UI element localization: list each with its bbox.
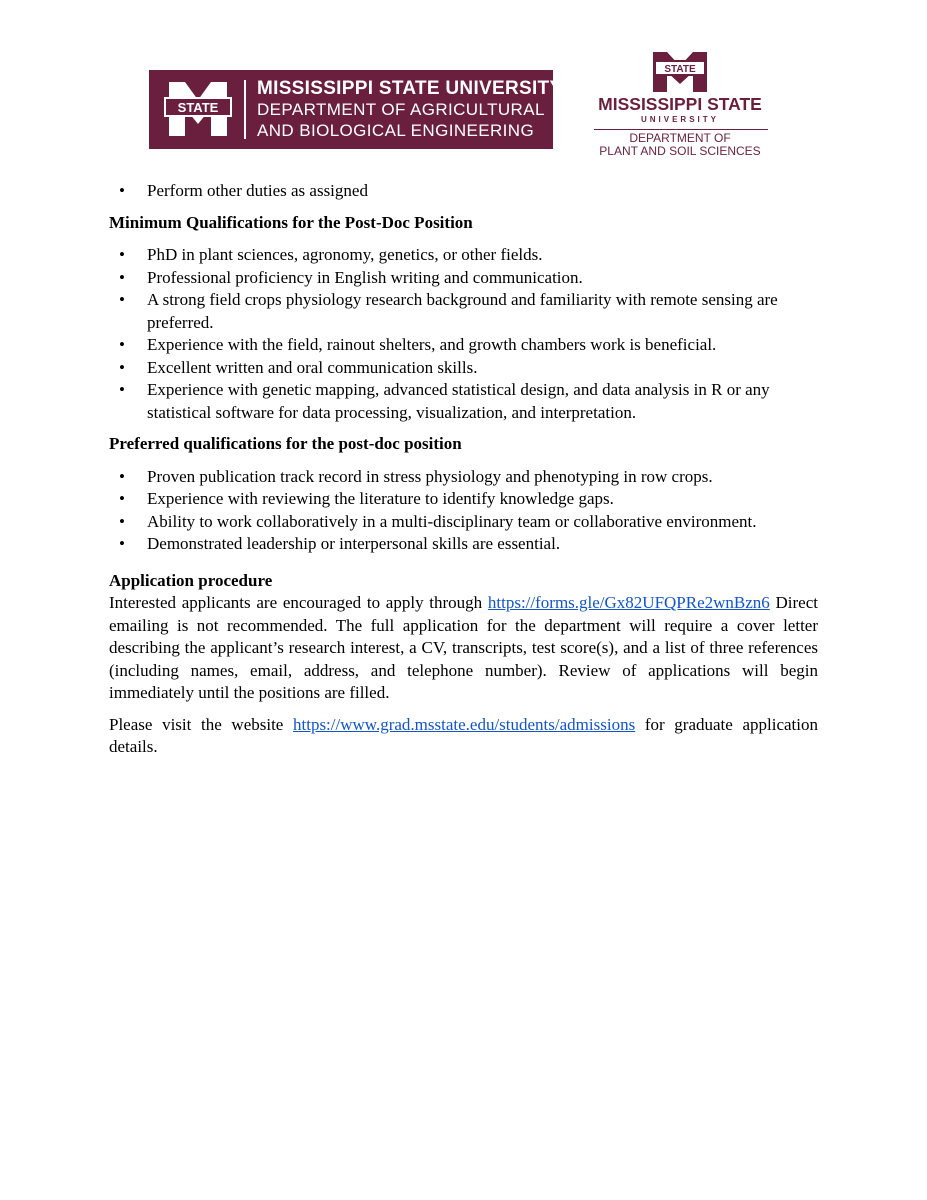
pref-qual-list [109, 466, 818, 556]
msu-m-state-mark-icon [163, 78, 233, 140]
bullet-icon: • [119, 380, 125, 399]
logo-dept-name: DEPARTMENT OF PLANT AND SOIL SCIENCES [599, 131, 761, 158]
list-item: • A strong field crops physiology research background and familiarity with remote sensing are preferred. [119, 290, 778, 332]
bullet-icon: • [119, 489, 125, 508]
msu-m-state-mark-icon [647, 50, 713, 94]
list-item: • PhD in plant sciences, agronomy, genetics, or other fields. [109, 244, 818, 267]
admissions-link[interactable]: https://www.grad.msstate.edu/students/admissions [293, 714, 636, 734]
application-heading: Application procedure [109, 570, 273, 590]
bullet-icon: • [119, 335, 125, 354]
pref-qual-heading: Preferred qualifications for the post-doc position [109, 434, 462, 453]
bullet-icon: • [119, 357, 125, 377]
document-body [109, 180, 818, 759]
list-item: • Proven publication track record in stress physiology and phenotyping in row crops. [109, 466, 818, 489]
duties-list [109, 180, 818, 203]
logo-dept-line1: DEPARTMENT OF AGRICULTURAL [257, 100, 545, 119]
list-item: • Professional proficiency in English writing and communication. [109, 267, 818, 290]
list-item: • Excellent written and oral communication skills. [109, 357, 818, 380]
application-paragraph: Interested applicants are encouraged to apply through https://forms.gle/Gx82UFQPRe2wnBzn6 Direct emailing is not recommended. The full application for the department will require a cover letter describing the applicant’s research interest, a CV, transcripts, test score(s), and a list of three references (including names, email, address, and telephone number). Review of applications will begin immediately until the positions are filled. [109, 593, 818, 702]
min-qual-list [109, 244, 818, 424]
bullet-icon: • [119, 466, 125, 486]
logo-university-name: MISSISSIPPI STATE [598, 94, 762, 114]
list-item: • Experience with reviewing the literature to identify knowledge gaps. [109, 488, 818, 511]
list-item: • Experience with genetic mapping, advanced statistical design, and data analysis in R or any statistical software for data processing, visualization, and interpretation. [119, 380, 770, 422]
bullet-icon: • [119, 267, 125, 287]
list-item: • Ability to work collaboratively in a multi-disciplinary team or collaborative environment. [109, 511, 818, 534]
logo-dept-line2: AND BIOLOGICAL ENGINEERING [257, 121, 535, 140]
min-qual-heading: Minimum Qualifications for the Post-Doc Position [109, 212, 473, 232]
application-form-link[interactable]: https://forms.gle/Gx82UFQPRe2wnBzn6 [487, 593, 770, 612]
list-item: • Experience with the field, rainout shelters, and growth chambers work is beneficial. [109, 334, 818, 357]
logo-university-name: MISSISSIPPI STATE UNIVERSITY™ [257, 78, 575, 99]
logo-university-word: UNIVERSITY [640, 115, 719, 124]
pss-department-logo [590, 50, 770, 160]
bullet-icon: • [119, 181, 125, 200]
website-paragraph: Please visit the website https://www.grad.msstate.edu/students/admissions for graduate application details. [109, 714, 818, 756]
mark-text: STATE [664, 64, 696, 75]
logo-rule [594, 129, 768, 130]
bullet-icon: • [119, 290, 125, 309]
mark-text: STATE [177, 100, 219, 115]
abe-department-logo [149, 70, 575, 149]
list-item: • Demonstrated leadership or interpersonal skills are essential. [109, 533, 818, 556]
list-item: • Perform other duties as assigned [109, 180, 818, 203]
bullet-icon: • [119, 534, 125, 553]
bullet-icon: • [119, 245, 125, 264]
logo-divider [244, 80, 246, 139]
bullet-icon: • [119, 511, 125, 531]
